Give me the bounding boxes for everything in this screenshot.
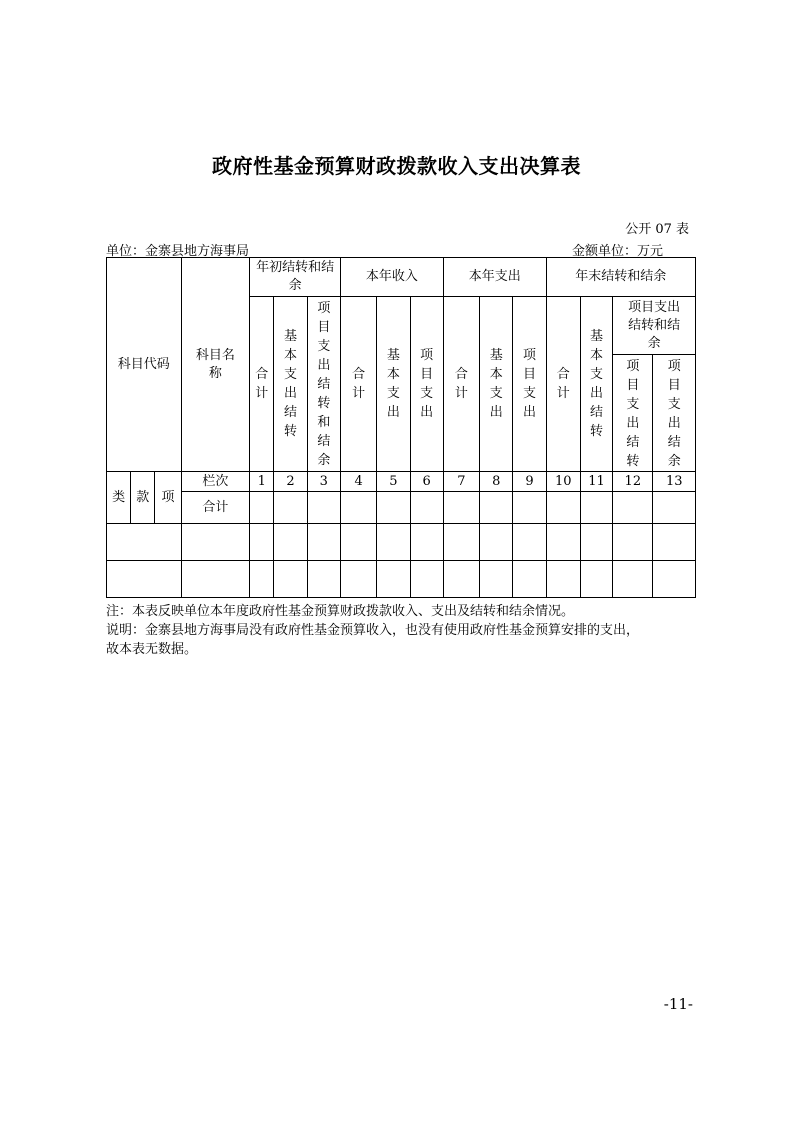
header-income-total: 合计 [340,297,376,472]
header-expense-basic: 基本支出 [480,297,513,472]
header-end-balance: 年末结转和结余 [546,258,695,297]
page-number: -11- [663,995,693,1013]
lanci-label: 栏次 [181,472,250,492]
col-number: 2 [274,472,307,492]
form-number: 公开 07 表 [625,222,689,237]
table-row [107,524,696,561]
header-kuan: 款 [131,472,155,524]
header-begin-project: 项目支出结转和结余 [307,297,340,472]
col-number: 8 [480,472,513,492]
header-begin-basic: 基本支出结转 [274,297,307,472]
header-subject-code: 科目代码 [107,258,182,472]
header-expense: 本年支出 [443,258,546,297]
money-unit: 金额单位：万元 [571,244,663,259]
col-number: 10 [546,472,580,492]
note-line: 说明：金寨县地方海事局没有政府性基金预算收入，也没有使用政府性基金预算安排的支出， [106,623,640,638]
col-number: 13 [653,472,696,492]
unit-label: 单位：金寨县地方海事局 [106,244,250,259]
header-begin-total: 合计 [250,297,274,472]
heji-label: 合计 [181,492,250,524]
page-title: 政府性基金预算财政拨款收入支出决算表 [212,154,581,178]
note-line: 故本表无数据。 [106,642,198,657]
header-subject-name: 科目名称 [181,258,250,472]
header-end-project: 项目支出结转和结余 [613,297,696,355]
header-income-basic: 基本支出 [377,297,410,472]
header-end-basic: 基本支出结转 [580,297,612,472]
header-lei: 类 [107,472,131,524]
header-end-total: 合计 [546,297,580,472]
header-expense-project: 项目支出 [513,297,546,472]
col-number: 4 [340,472,376,492]
col-number: 6 [410,472,443,492]
header-end-project-surplus: 项目支出结余 [653,355,696,472]
col-number: 9 [513,472,546,492]
header-income-project: 项目支出 [410,297,443,472]
col-number: 11 [580,472,612,492]
header-xiang: 项 [155,472,181,524]
col-number: 12 [613,472,653,492]
note-line: 注：本表反映单位本年度政府性基金预算财政拨款收入、支出及结转和结余情况。 [106,604,575,619]
header-income: 本年收入 [340,258,443,297]
notes [106,602,706,659]
budget-table [106,257,696,598]
header-begin-balance: 年初结转和结余 [250,258,341,297]
col-number: 7 [443,472,479,492]
col-number: 1 [250,472,274,492]
table-row [107,561,696,598]
header-end-project-carry: 项目支出结转 [613,355,653,472]
col-number: 3 [307,472,340,492]
col-number: 5 [377,472,410,492]
header-expense-total: 合计 [443,297,479,472]
